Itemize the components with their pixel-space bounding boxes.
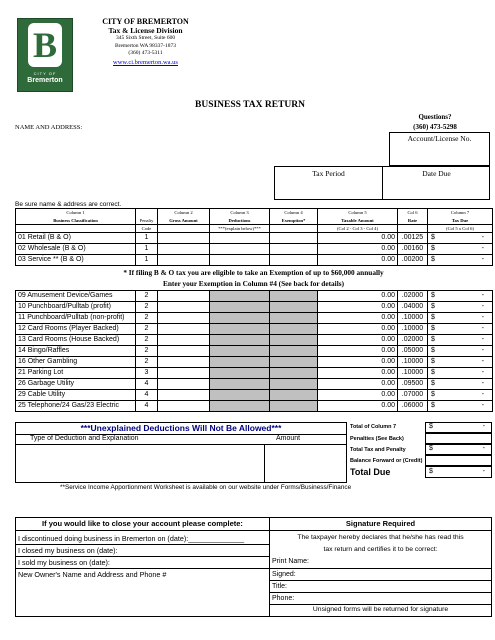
correct-address-note: Be sure name & address are correct. bbox=[15, 201, 122, 208]
deductions-field[interactable] bbox=[210, 324, 270, 335]
penalty-label: Penalty bbox=[136, 217, 158, 225]
col3-note: ***(explain below)*** bbox=[210, 225, 270, 233]
taxable-amount-cell: 0.00 bbox=[318, 302, 398, 313]
classification-cell: 10 Punchboard/Pulltab (profit) bbox=[16, 302, 136, 313]
classification-cell: 14 Bingo/Raffles bbox=[16, 346, 136, 357]
tax-period-label: Tax Period bbox=[312, 169, 345, 178]
name-address-label: NAME AND ADDRESS: bbox=[15, 124, 83, 131]
rate-cell: .05000 bbox=[398, 346, 428, 357]
gross-amount-field[interactable] bbox=[158, 357, 210, 368]
col2-header: Column 2 bbox=[158, 209, 210, 217]
title-field[interactable]: Title: bbox=[272, 583, 287, 590]
tax-due-value: - bbox=[481, 245, 484, 252]
penalties-value[interactable] bbox=[425, 433, 492, 444]
classification-cell: 02 Wholesale (B & O) bbox=[16, 244, 136, 255]
dollar-sign: $ bbox=[431, 303, 435, 310]
exemption-field[interactable] bbox=[270, 244, 318, 255]
dollar-sign: $ bbox=[431, 347, 435, 354]
penalty-code-cell: 2 bbox=[136, 346, 158, 357]
logo-city-of: CITY OF bbox=[33, 71, 57, 76]
classification-cell: 09 Amusement Device/Games bbox=[16, 291, 136, 302]
taxable-amount-cell: 0.00 bbox=[318, 244, 398, 255]
tax-table bbox=[15, 208, 493, 266]
tax-period-box bbox=[274, 166, 490, 200]
print-name-field[interactable]: Print Name: bbox=[272, 558, 309, 565]
phone-field[interactable]: Phone: bbox=[272, 595, 295, 602]
dollar-sign: $ bbox=[431, 358, 435, 365]
tax-due-cell bbox=[428, 255, 493, 266]
tax-due-value: - bbox=[481, 402, 484, 409]
taxable-amount-cell: 0.00 bbox=[318, 255, 398, 266]
penalty-code-cell: 1 bbox=[136, 233, 158, 244]
account-number-label: Account/License No. bbox=[407, 134, 472, 143]
total-col7-label: Total of Column 7 bbox=[350, 424, 397, 430]
col5-subheader: Taxable Amount bbox=[318, 217, 398, 225]
gross-amount-field[interactable] bbox=[158, 368, 210, 379]
questions-label: Questions? bbox=[418, 113, 452, 121]
deductions-field[interactable] bbox=[210, 302, 270, 313]
penalties-label: Penalties (See Back) bbox=[350, 436, 404, 442]
deductions-field[interactable] bbox=[210, 244, 270, 255]
col5-note: (Col 2 - Col 3 - Col 4) bbox=[318, 225, 398, 233]
signed-field[interactable]: Signed: bbox=[272, 571, 296, 578]
dollar-sign: $ bbox=[431, 380, 435, 387]
penalty-code-cell: 1 bbox=[136, 255, 158, 266]
bottom-section bbox=[15, 517, 492, 617]
dollar-sign: $ bbox=[431, 336, 435, 343]
service-worksheet-note: **Service Income Apportionment Worksheet is available on our website under Forms/Business/Finance bbox=[60, 484, 352, 491]
penalty-code-cell: 2 bbox=[136, 324, 158, 335]
taxable-amount-cell: 0.00 bbox=[318, 335, 398, 346]
deductions-field[interactable] bbox=[210, 368, 270, 379]
rate-cell: .02000 bbox=[398, 291, 428, 302]
deductions-field[interactable] bbox=[210, 233, 270, 244]
col4-header: Column 4 bbox=[270, 209, 318, 217]
penalty-code-cell: 4 bbox=[136, 379, 158, 390]
taxable-amount-cell: 0.00 bbox=[318, 313, 398, 324]
tax-due-value: - bbox=[481, 303, 484, 310]
address-line2: Bremerton WA 98337-1873 bbox=[114, 42, 176, 49]
classification-cell: 16 Other Gambling bbox=[16, 357, 136, 368]
website-link[interactable]: www.ci.bremerton.wa.us bbox=[113, 58, 178, 66]
exemption-notes bbox=[15, 267, 492, 289]
classification-cell: 21 Parking Lot bbox=[16, 368, 136, 379]
dollar-sign: $ bbox=[431, 245, 435, 252]
rate-cell: .00160 bbox=[398, 244, 428, 255]
tax-due-value: - bbox=[481, 234, 484, 241]
dollar-sign: $ bbox=[431, 314, 435, 321]
signature-title: Signature Required bbox=[345, 519, 416, 528]
deduction-type-label: Type of Deduction and Explanation bbox=[30, 435, 139, 442]
col6-subheader: Rate bbox=[398, 217, 428, 225]
deduction-amount-field[interactable] bbox=[265, 445, 346, 482]
code-label: Code bbox=[136, 225, 158, 233]
deductions-warning: ***Unexplained Deductions Will Not Be Allowed*** bbox=[80, 423, 282, 433]
gross-amount-field[interactable] bbox=[158, 390, 210, 401]
taxable-amount-cell: 0.00 bbox=[318, 368, 398, 379]
tax-row bbox=[16, 357, 493, 368]
rate-cell: .07000 bbox=[398, 390, 428, 401]
dollar-sign: $ bbox=[431, 325, 435, 332]
totals-block bbox=[348, 422, 492, 483]
rate-cell: .04000 bbox=[398, 302, 428, 313]
dollar-sign: $ bbox=[431, 391, 435, 398]
tax-due-value: - bbox=[481, 325, 484, 332]
classification-cell: 29 Cable Utility bbox=[16, 390, 136, 401]
signature-declaration-1: The taxpayer hereby declares that he/she has read this bbox=[297, 534, 464, 541]
col5-header: Column 5 bbox=[318, 209, 398, 217]
close-line-closed[interactable]: I closed my business on (date): bbox=[18, 546, 118, 555]
deduction-explanation-field[interactable] bbox=[16, 445, 264, 482]
col6-header: Col 6 bbox=[398, 209, 428, 217]
tax-due-value: - bbox=[481, 336, 484, 343]
gross-amount-field[interactable] bbox=[158, 233, 210, 244]
rate-cell: .02000 bbox=[398, 335, 428, 346]
col7-header: Column 7 bbox=[428, 209, 493, 217]
exemption-field[interactable] bbox=[270, 324, 318, 335]
rate-cell: .06000 bbox=[398, 401, 428, 412]
exemption-field[interactable] bbox=[270, 379, 318, 390]
penalty-code-cell: 2 bbox=[136, 291, 158, 302]
gambling-utility-table bbox=[15, 290, 493, 412]
deductions-field[interactable] bbox=[210, 401, 270, 412]
tax-row bbox=[16, 346, 493, 357]
exemption-field[interactable] bbox=[270, 313, 318, 324]
col1-subheader: Business Classification bbox=[16, 217, 136, 225]
tax-due-cell bbox=[428, 335, 493, 346]
rate-cell: .00200 bbox=[398, 255, 428, 266]
gross-amount-field[interactable] bbox=[158, 302, 210, 313]
gross-amount-field[interactable] bbox=[158, 401, 210, 412]
gambling-rows bbox=[16, 291, 493, 412]
account-number-field[interactable] bbox=[389, 132, 490, 166]
col7-note: (Col 5 x Col 6) bbox=[428, 225, 493, 233]
signature-declaration-2: tax return and certifies it to be correct: bbox=[323, 546, 438, 553]
classification-cell: 12 Card Rooms (Player Backed) bbox=[16, 324, 136, 335]
tax-row bbox=[16, 291, 493, 302]
unsigned-note: Unsigned forms will be returned for signature bbox=[312, 606, 449, 613]
classification-cell: 25 Telephone/24 Gas/23 Electric bbox=[16, 401, 136, 412]
deductions-field[interactable] bbox=[210, 291, 270, 302]
tax-due-cell bbox=[428, 244, 493, 255]
column-note-row bbox=[16, 225, 493, 233]
classification-cell: 01 Retail (B & O) bbox=[16, 233, 136, 244]
tax-due-cell bbox=[428, 401, 493, 412]
tax-due-value: - bbox=[481, 369, 484, 376]
tax-row bbox=[16, 255, 493, 266]
tax-row bbox=[16, 401, 493, 412]
rate-cell: .00125 bbox=[398, 233, 428, 244]
close-line-new-owner[interactable]: New Owner's Name and Address and Phone # bbox=[18, 570, 167, 579]
tax-row bbox=[16, 379, 493, 390]
rate-cell: .10000 bbox=[398, 324, 428, 335]
exemption-note-2: Enter your Exemption in Column #4 (See back for details) bbox=[162, 279, 344, 288]
rate-cell: .09500 bbox=[398, 379, 428, 390]
exemption-field[interactable] bbox=[270, 346, 318, 357]
agency-phone: (360) 473-5311 bbox=[128, 50, 163, 56]
close-line-discontinued[interactable]: I discontinued doing business in Bremerton on (date):______________ bbox=[18, 534, 245, 543]
exemption-field[interactable] bbox=[270, 255, 318, 266]
penalty-code-cell: 4 bbox=[136, 390, 158, 401]
penalty-code-cell: 4 bbox=[136, 401, 158, 412]
address-line1: 345 Sixth Street, Suite 600 bbox=[115, 35, 176, 41]
deductions-field[interactable] bbox=[210, 357, 270, 368]
classification-cell: 26 Garbage Utility bbox=[16, 379, 136, 390]
tax-due-value: - bbox=[481, 256, 484, 263]
logo-letter: B bbox=[32, 25, 57, 65]
gross-amount-field[interactable] bbox=[158, 313, 210, 324]
tax-row bbox=[16, 302, 493, 313]
tax-due-value: - bbox=[481, 314, 484, 321]
col2-subheader: Gross Amount bbox=[158, 217, 210, 225]
tax-due-cell bbox=[428, 368, 493, 379]
logo-name: Bremerton bbox=[27, 77, 63, 84]
city-name: CITY OF BREMERTON bbox=[102, 17, 189, 26]
tax-due-cell bbox=[428, 379, 493, 390]
col7-subheader: Tax Due bbox=[428, 217, 493, 225]
gross-amount-field[interactable] bbox=[158, 324, 210, 335]
tax-due-cell bbox=[428, 390, 493, 401]
penalty-code-cell: 2 bbox=[136, 357, 158, 368]
col3-header: Column 3 bbox=[210, 209, 270, 217]
deductions-box bbox=[15, 422, 347, 483]
close-account-title: If you would like to close your account please complete: bbox=[42, 519, 243, 528]
taxable-amount-cell: 0.00 bbox=[318, 324, 398, 335]
deduction-amount-label: Amount bbox=[276, 435, 301, 442]
rate-cell: .10000 bbox=[398, 368, 428, 379]
deductions-field[interactable] bbox=[210, 255, 270, 266]
deductions-field[interactable] bbox=[210, 335, 270, 346]
dollar-sign: $ bbox=[431, 402, 435, 409]
tax-due-cell bbox=[428, 233, 493, 244]
classification-cell: 03 Service ** (B & O) bbox=[16, 255, 136, 266]
total-col7-value[interactable]: $ - bbox=[425, 422, 492, 433]
deductions-field[interactable] bbox=[210, 379, 270, 390]
penalty-code-cell: 2 bbox=[136, 313, 158, 324]
taxable-amount-cell: 0.00 bbox=[318, 346, 398, 357]
division-name: Tax & License Division bbox=[108, 26, 183, 35]
dollar-sign: $ bbox=[431, 292, 435, 299]
tax-due-value: - bbox=[481, 380, 484, 387]
form-title: BUSINESS TAX RETURN bbox=[195, 100, 305, 110]
tax-due-cell bbox=[428, 302, 493, 313]
exemption-field[interactable] bbox=[270, 335, 318, 346]
gross-amount-field[interactable] bbox=[158, 244, 210, 255]
exemption-note-1: * If filing B & O tax you are eligible to take an Exemption of up to $60,000 annually bbox=[123, 268, 384, 277]
exemption-field[interactable] bbox=[270, 401, 318, 412]
tax-due-value: - bbox=[481, 358, 484, 365]
col1-header: Column 1 bbox=[16, 209, 136, 217]
column-header-row bbox=[16, 209, 493, 217]
deductions-field[interactable] bbox=[210, 390, 270, 401]
bo-rows bbox=[16, 233, 493, 266]
tax-due-value: - bbox=[481, 292, 484, 299]
tax-due-cell bbox=[428, 291, 493, 302]
tax-row bbox=[16, 390, 493, 401]
col4-subheader: Exemption* bbox=[270, 217, 318, 225]
dollar-sign: $ bbox=[431, 256, 435, 263]
balance-forward-value[interactable] bbox=[425, 455, 492, 466]
classification-cell: 11 Punchboard/Pulltab (non-profit) bbox=[16, 313, 136, 324]
gross-amount-field[interactable] bbox=[158, 346, 210, 357]
close-line-sold[interactable]: I sold my business on (date): bbox=[18, 558, 110, 567]
tax-row bbox=[16, 233, 493, 244]
column-subheader-row bbox=[16, 217, 493, 225]
tax-row bbox=[16, 368, 493, 379]
exemption-field[interactable] bbox=[270, 291, 318, 302]
logo-letter-badge bbox=[28, 23, 62, 67]
gross-amount-field[interactable] bbox=[158, 291, 210, 302]
balance-forward-label: Balance Forward or (Credit) bbox=[350, 458, 423, 464]
taxable-amount-cell: 0.00 bbox=[318, 401, 398, 412]
col3-subheader: Deductions bbox=[210, 217, 270, 225]
taxable-amount-cell: 0.00 bbox=[318, 390, 398, 401]
gross-amount-field[interactable] bbox=[158, 379, 210, 390]
tax-row bbox=[16, 335, 493, 346]
exemption-field[interactable] bbox=[270, 233, 318, 244]
total-tax-penalty-label: Total Tax and Penalty bbox=[350, 447, 406, 453]
rate-cell: .10000 bbox=[398, 357, 428, 368]
tax-due-cell bbox=[428, 324, 493, 335]
tax-due-cell bbox=[428, 346, 493, 357]
gross-amount-field[interactable] bbox=[158, 255, 210, 266]
dollar-sign: $ bbox=[431, 369, 435, 376]
taxable-amount-cell: 0.00 bbox=[318, 379, 398, 390]
gross-amount-field[interactable] bbox=[158, 335, 210, 346]
city-logo bbox=[17, 18, 73, 92]
rate-cell: .10000 bbox=[398, 313, 428, 324]
exemption-field[interactable] bbox=[270, 302, 318, 313]
tax-due-cell bbox=[428, 357, 493, 368]
total-due-label: Total Due bbox=[350, 467, 391, 477]
taxable-amount-cell: 0.00 bbox=[318, 291, 398, 302]
tax-due-value: - bbox=[481, 347, 484, 354]
deductions-field[interactable] bbox=[210, 346, 270, 357]
tax-due-cell bbox=[428, 313, 493, 324]
exemption-field[interactable] bbox=[270, 390, 318, 401]
total-tax-penalty-value[interactable]: $ - bbox=[425, 444, 492, 455]
penalty-code-cell: 2 bbox=[136, 302, 158, 313]
classification-cell: 13 Card Rooms (House Backed) bbox=[16, 335, 136, 346]
taxable-amount-cell: 0.00 bbox=[318, 357, 398, 368]
penalty-code-cell: 1 bbox=[136, 244, 158, 255]
penalty-code-cell: 2 bbox=[136, 335, 158, 346]
exemption-field[interactable] bbox=[270, 368, 318, 379]
tax-due-value: - bbox=[481, 391, 484, 398]
taxable-amount-cell: 0.00 bbox=[318, 233, 398, 244]
total-due-value[interactable]: $ - bbox=[425, 466, 492, 478]
tax-row bbox=[16, 244, 493, 255]
tax-row bbox=[16, 313, 493, 324]
tax-row bbox=[16, 324, 493, 335]
questions-phone: (360) 473-5298 bbox=[413, 123, 457, 131]
questions-block bbox=[380, 112, 490, 132]
exemption-field[interactable] bbox=[270, 357, 318, 368]
date-due-label: Date Due bbox=[422, 169, 451, 178]
agency-header bbox=[78, 17, 213, 67]
penalty-code-cell: 3 bbox=[136, 368, 158, 379]
dollar-sign: $ bbox=[431, 234, 435, 241]
deductions-field[interactable] bbox=[210, 313, 270, 324]
